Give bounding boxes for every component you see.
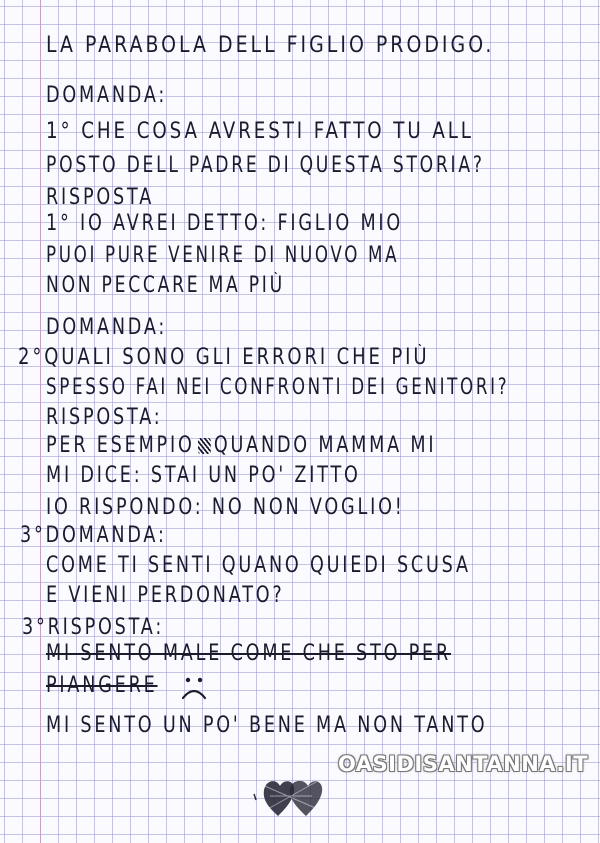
answer-1-line-2: PUOI PURE VENIRE DI NUOVO MA [46, 243, 400, 268]
question-2-line-2: SPESSO FAI NEI CONFRONTI DEI GENITORI? [46, 375, 510, 400]
answer-3-struck-line-2: PIANGERE [46, 673, 158, 698]
answer-2-line-1 [46, 432, 436, 460]
notebook-margin-line [40, 0, 41, 843]
answer-2-line-2: MI DICE: STAI UN PO' ZITTO [46, 463, 361, 488]
answer-3-line: MI SENTO UN PO' BENE MA NON TANTO [46, 713, 488, 738]
question-1-line-2: POSTO DELL PADRE DI QUESTA STORIA? [46, 153, 485, 178]
answer-2-text-b: QUANDO MAMMA MI [213, 433, 437, 458]
answer-2-label: RISPOSTA: [46, 405, 163, 430]
question-1-line-1: 1° CHE COSA AVRESTI FATTO TU ALL [46, 119, 474, 144]
answer-2-line-3: IO RISPONDO: NO NON VOGLIO! [46, 495, 405, 520]
answer-2-text-a: PER ESEMPIO [46, 433, 195, 458]
scribble-doodle-icon [250, 770, 330, 820]
question-2-line-1: 2°QUALI SONO GLI ERRORI CHE PIÙ [18, 345, 430, 370]
answer-1-label: RISPOSTA [46, 185, 155, 210]
answer-1-line-1: 1° IO AVREI DETTO: FIGLIO MIO [46, 211, 404, 236]
question-3-line-2: E VIENI PERDONATO? [46, 583, 285, 608]
answer-3-struck-line-1: MI SENTO MALE COME CHE STO PER [46, 641, 451, 666]
title-line: LA PARABOLA DELL FIGLIO PRODIGO. [46, 33, 495, 58]
sad-face-icon [176, 670, 212, 706]
question-3-line-1: COME TI SENTI QUANO QUIEDI SCUSA [46, 553, 471, 578]
answer-3-label: 3°RISPOSTA: [22, 615, 165, 640]
question-3-label: 3°DOMANDA: [20, 523, 167, 548]
scribble-mark [198, 438, 211, 454]
answer-1-line-3: NON PECCARE MA PIÙ [46, 273, 285, 298]
question-2-label: DOMANDA: [46, 315, 168, 340]
watermark-text: OASIDISANTANNA.IT [338, 752, 589, 776]
question-1-label: DOMANDA: [46, 83, 168, 108]
